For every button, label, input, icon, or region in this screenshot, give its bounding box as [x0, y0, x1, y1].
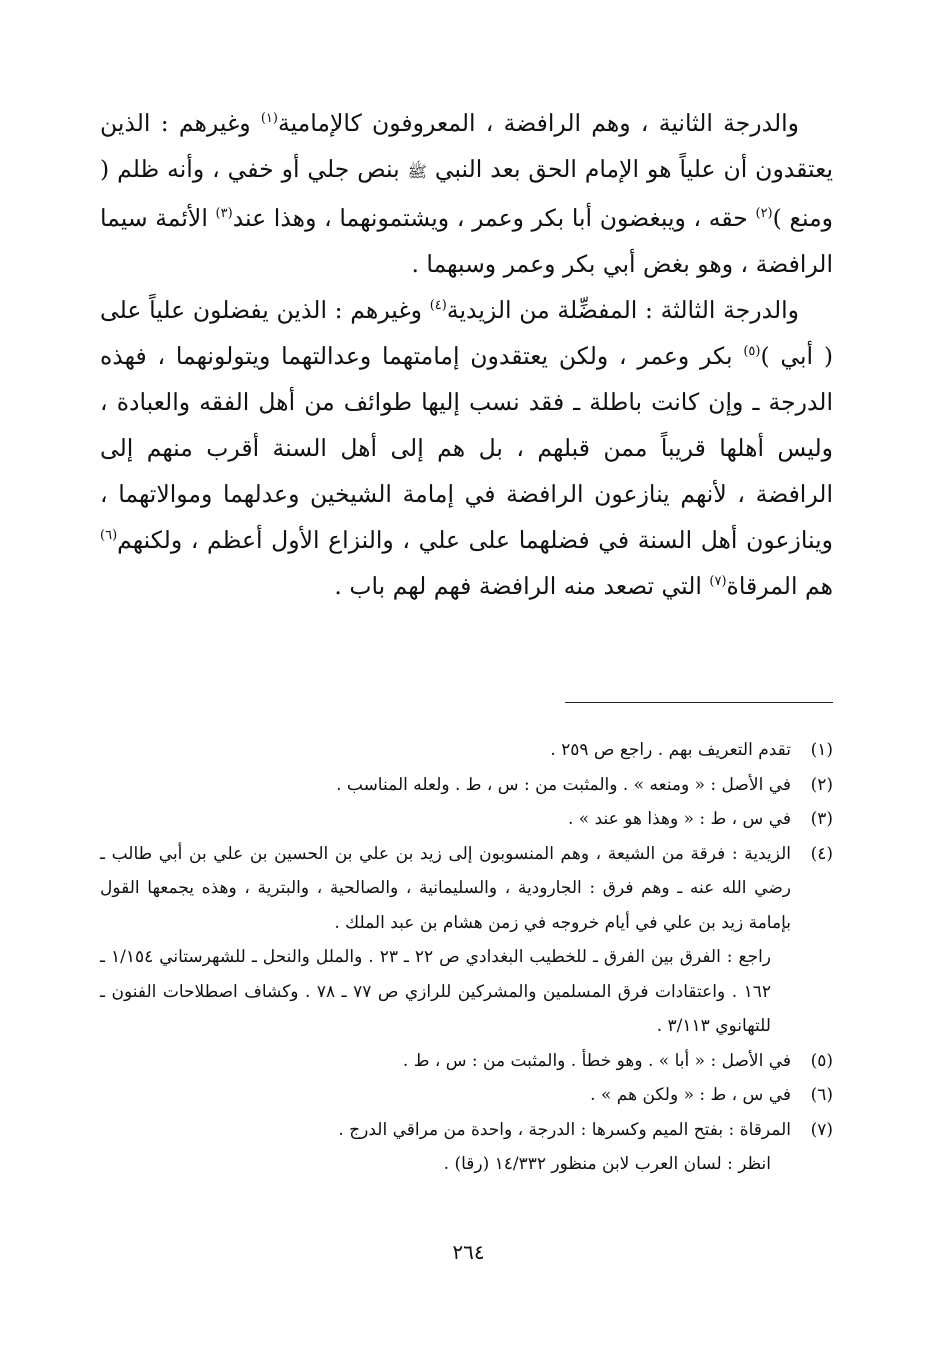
footnote-ref-1[interactable]: (١)	[260, 111, 278, 127]
footnote-1	[100, 733, 833, 768]
footnote-ref-6[interactable]: (٦)	[100, 528, 118, 544]
main-text	[100, 100, 833, 609]
footnote-text	[100, 1078, 791, 1113]
footnote-number: (٥)	[810, 1050, 833, 1071]
footnote-4	[100, 837, 833, 1044]
footnote-ref-5[interactable]: (٥)	[743, 344, 761, 360]
paragraph-second-degree	[100, 100, 833, 287]
footnote-line: الزيدية : فرقة من الشيعة ، وهم المنسوبون إلى زيد بن علي بن الحسين بن علي بن أبي طالب ـ رضي الله عنه ـ وهم فرق : الجارودية ، والسليمانية ، والصالحية ، والبترية ، وهذه يجمعها القول بإمامة زيد بن علي في أيام خروجه في زمن هشام بن عبد الملك .	[100, 843, 791, 933]
footnote-text	[100, 733, 791, 768]
footnote-number: (٧)	[810, 1119, 833, 1140]
footnote-text	[100, 1044, 791, 1079]
footnote-number: (٢)	[810, 774, 833, 795]
salla-symbol: ﷺ	[407, 162, 427, 181]
footnote-number: (٦)	[810, 1085, 833, 1105]
text-run: والدرجة الثانية ، وهم الرافضة ، المعروفون كالإمامية	[277, 109, 799, 137]
footnote-line: تقدم التعريف بهم . راجع ص ٢٥٩ .	[550, 740, 791, 760]
text-run: وغيرهم : الذين يفضلون علياً على ( أبي )	[100, 296, 833, 370]
footnote-ref-7[interactable]: (٧)	[709, 574, 727, 590]
footnote-line: في س ، ط : « وهذا هو عند » .	[568, 809, 791, 829]
footnote-ref-4[interactable]: (٤)	[429, 298, 447, 314]
footnote-ref-3[interactable]: (٣)	[215, 206, 233, 222]
footnote-text	[100, 1113, 791, 1182]
paragraph-third-degree	[100, 287, 833, 609]
footnote-line: في الأصل : « ومنعه » . والمثبت من : س ، ط . ولعله المناسب .	[336, 774, 791, 795]
footnote-text	[100, 837, 791, 1044]
text-run: حقه ، ويبغضون أبا بكر وعمر ، ويشتمونهما ، وهذا عند	[232, 204, 756, 232]
text-run: وغيرهم : الذين يعتقدون أن علياً هو الإمام الحق بعد النبي	[100, 109, 833, 183]
page-number: ٢٦٤	[452, 1240, 485, 1264]
footnote-number: (١)	[810, 740, 833, 760]
footnote-2	[100, 768, 833, 803]
text-run: الأئمة سيما الرافضة ، وهو بغض أبي بكر وعمر وسبهما .	[100, 204, 833, 278]
footnote-7	[100, 1113, 833, 1182]
footnote-3	[100, 802, 833, 837]
text-run: بنص جلي أو خفي ، وأنه ظلم ( ومنع )	[100, 155, 834, 232]
footnote-text	[100, 802, 791, 837]
footnote-ref-2[interactable]: (٢)	[755, 206, 773, 222]
footnote-line: في س ، ط : « ولكن هم » .	[590, 1085, 791, 1105]
footnote-line: في الأصل : « أبا » . وهو خطأ . والمثبت من : س ، ط .	[402, 1050, 791, 1071]
footnote-6	[100, 1078, 833, 1113]
footnote-number: (٣)	[810, 809, 833, 829]
footnote-separator	[565, 702, 833, 703]
footnote-references: انظر : لسان العرب لابن منظور ١٤/٣٣٢ (رقا) .	[443, 1154, 771, 1174]
text-run: هم المرقاة	[726, 572, 833, 600]
footnote-text	[100, 768, 791, 803]
text-run: بكر وعمر ، ولكن يعتقدون إمامتهما وعدالتهما ويتولونهما ، فهذه الدرجة ـ وإن كانت باطلة ـ فقد نسب إليها طوائف من أهل الفقه والعبادة ، وليس أهلها قريباً ممن قبلهم ، بل هم إلى أهل السنة أقرب منهم إلى الرافضة ، لأنهم ينازعون الرافضة في إمامة الشيخين وعدلهما وموالاتهما ، وينازعون أهل السنة في فضلهما على علي ، والنزاع الأول أعظم ، ولكنهم	[100, 342, 833, 554]
footnote-references: راجع : الفرق بين الفرق ـ للخطيب البغدادي ص ٢٢ ـ ٢٣ . والملل والنحل ـ للشهرستاني ١/١٥٤ ـ ١٦٢ . واعتقادات فرق المسلمين والمشركين للرازي ص ٧٧ ـ ٧٨ . وكشاف اصطلاحات الفنون ـ للتهانوي ٣/١١٣ .	[100, 947, 772, 1036]
footnotes	[100, 733, 833, 1182]
footnote-number: (٤)	[810, 843, 833, 864]
footnote-line: المرقاة : بفتح الميم وكسرها : الدرجة ، واحدة من مراقي الدرج .	[338, 1119, 791, 1140]
text-run: والدرجة الثالثة : المفضِّلة من الزيدية	[446, 296, 799, 324]
footnote-5	[100, 1044, 833, 1079]
text-run: التي تصعد منه الرافضة فهم لهم باب .	[334, 572, 710, 600]
